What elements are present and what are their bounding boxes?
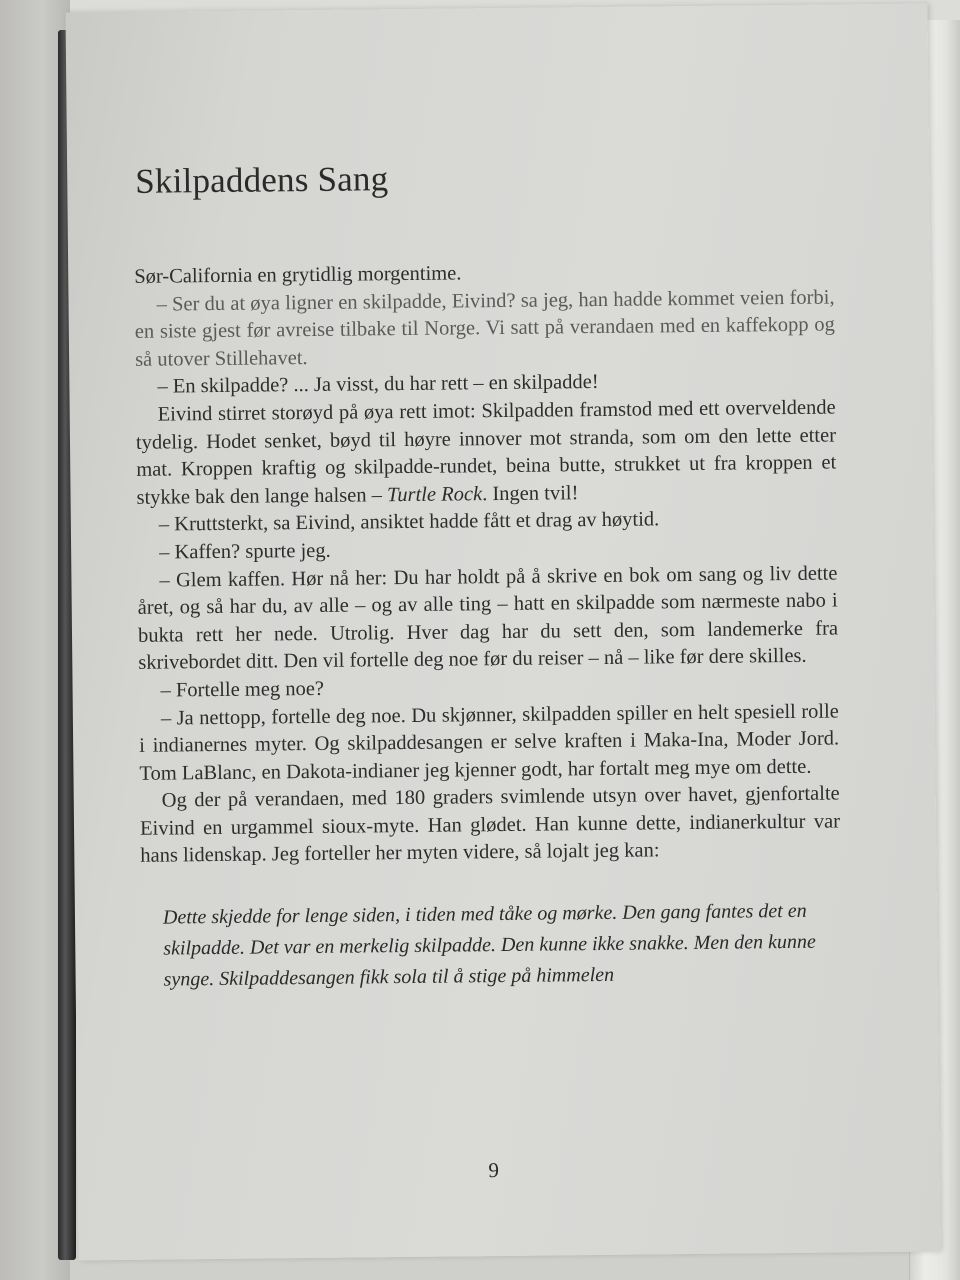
paragraph-dialogue: – Ja nettopp, fortelle deg noe. Du skjønner, skilpadden spiller en helt spesiell rolle i indianernes myter. Og skilpaddesangen er selve kraften i Maka-Ina, Moder Jord. Tom LaBlanc, en Dakota-indianer jeg kjenner godt, har fortalt meg mye om dette. <box>139 699 840 785</box>
paragraph-dialogue: – En skilpadde? ... Ja visst, du har rett – en skilpadde! <box>157 371 599 398</box>
paragraph-dialogue: – Glem kaffen. Hør nå her: Du har holdt på å skrive en bok om sang og liv dette året, og så har du, av alle – og av alle ting – hatt en skilpadde som nærmeste nabo i bukta rett her nede. Utrolig. Hver dag har du sett den, som landemerke fra skrivebordet ditt. Den vil fortelle deg noe før du reiser – nå – like før dere skilles. <box>137 562 839 675</box>
page-number: 9 <box>488 1158 500 1183</box>
paragraph-dialogue: – Fortelle meg noe? <box>160 677 325 702</box>
paragraph-narrative: Og der på verandaen, med 180 graders svimlende utsyn over havet, gjenfortalte Eivind en urgammel sioux-myte. Han glødet. Han kunne dette, indianerkultur var hans lidenskap. Jeg forteller her myten videre, så lojalt jeg kan: <box>139 782 841 868</box>
paragraph-narrative <box>136 394 837 512</box>
italic-text: Turtle Rock <box>386 482 483 506</box>
paragraph-dialogue: – Kaffen? spurte jeg. <box>159 539 331 564</box>
chapter-title: Skilpaddens Sang <box>135 159 389 201</box>
paragraph-dialogue: – Kruttsterkt, sa Eivind, ansiktet hadde fått et drag av høytid. <box>158 508 660 536</box>
text-run: . Ingen tvil! <box>482 481 579 505</box>
paragraph-dialogue: – Ser du at øya ligner en skilpadde, Eivind? sa jeg, han hadde kommet veien forbi, en siste gjest før avreise tilbake til Norge. Vi satt på verandaen med en kaffekopp og så utover Stillehavet. <box>134 286 835 371</box>
book-page <box>65 4 940 1261</box>
page-content <box>133 155 842 1183</box>
paragraph-opening: Sør-California en grytidlig morgentime. <box>134 262 462 288</box>
text-run: Eivind stirret storøyd på øya rett imot: Skilpadden framstod med ett overveldende tydelig. Hodet senket, bøyd til høyre innover mot stranda, som om den lette etter mat. Kroppen kraftig og skilpadde-rundet, beina butte, strukket ut fra kroppen et stykke bak den lange halsen – <box>135 396 837 509</box>
myth-excerpt: Dette skjedde for lenge siden, i tiden med tåke og mørke. Den gang fantes det en skilpadde. Det var en merkelig skilpadde. Den kunne ikke snakke. Men den kunne synge. Skilpaddesangen fikk sola til å stige på himmelen <box>162 899 816 991</box>
